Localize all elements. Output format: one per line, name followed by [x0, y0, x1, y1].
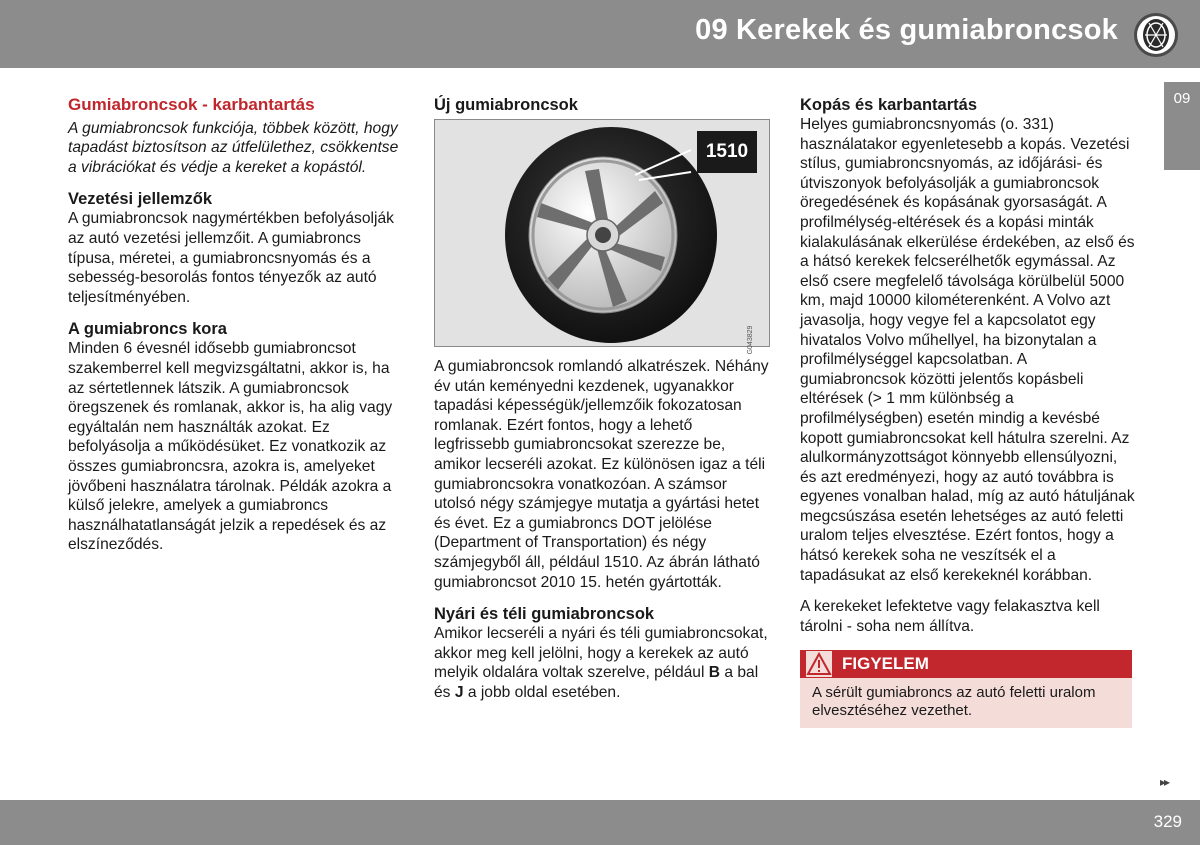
storage-text: A kerekeket lefektetve vagy felakasztva kell tárolni - soha nem állítva.	[800, 598, 1100, 635]
column-3	[800, 95, 1136, 728]
driving-characteristics-heading: Vezetési jellemzők	[68, 190, 212, 209]
page-header	[0, 0, 1200, 68]
column-2	[434, 95, 770, 703]
page-footer	[0, 800, 1200, 845]
warning-box	[800, 650, 1132, 728]
driving-characteristics-text: A gumiabroncsok nagymértékben befolyásolják az autó vezetési jellemzőit. A gumiabroncs típusa, méretei, a gumiabroncsnyomás és a sebesség-besorolás fontos tényezők az autó teljesítményében.	[68, 210, 394, 306]
warning-text: A sérült gumiabroncs az autó feletti uralom elvesztéséhez vezethet.	[812, 684, 1096, 720]
wear-maintenance-heading: Kopás és karbantartás	[800, 96, 977, 114]
tire-icon	[1133, 12, 1179, 58]
figure-code: G043829	[747, 326, 755, 355]
tire-age-text: Minden 6 évesnél idősebb gumiabroncsot szakemberrel kell megvizsgáltatni, akkor is, ha az sértetlennek látszik. A gumiabroncsok öregszenek és romlanak, akkor is, ha alig vagy egyáltalán nem használták azokat. Ez befolyásolja a működésüket. Ez vonatkozik az összes gumiabroncsra, azokra is, amelyeket jövőbeni használatra tárolnak. Példák azokra a külső jelekre, amelyek a gumiabroncs használhatatlanságát jelzik a repedések és az elszíneződés.	[68, 340, 393, 554]
intro-text: A gumiabroncsok funkciója, többek között, hogy tapadást biztosítson az útfelülethez, csökkentse a vibrációkat és védje a kereket a kopástól.	[68, 119, 399, 176]
summer-winter-text: Amikor lecseréli a nyári és téli gumiabroncsokat, akkor meg kell jelölni, hogy a kerekek az autó melyik oldalára voltak szerelve, például B a bal és J a jobb oldal esetében.	[434, 625, 768, 701]
warning-header	[800, 650, 1132, 678]
wear-maintenance-text: Helyes gumiabroncsnyomás (o. 331) használatakor egyenletesebb a kopás. Vezetési stílus, gumiabroncsnyomás, az időjárási- és útviszonyok befolyásolják a gumiabroncsok öregedésének és kopásának gyorsaságát. A profilmélység-eltérések és a kopási minták kialakulásának elkerülése érdekében, az első és a hátsó kerekek felcserélhetők egymással. Az első csere megfelelő távolsága körülbelül 5000 km, majd 10000 kilométerenként. A Volvo azt javasolja, hogy vegye fel a kapcsolatot egy hivatalos Volvo műhellyel, ha bizonytalan a profilmélységgel kapcsolatban. A gumiabroncsok közötti jelentős kopásbeli eltérések (> 1 mm különbség a profilmélységben) esetén mindig a kevésbé kopott gumiabroncsokat kell hátulra szerelni. Az alulkormányzottságot könnyebb ellensúlyozni, és azt eredményezi, hogy az autó továbbra is egyenes vonalban halad, míg az autó hátuljának megcsúszása esetén lehetséges az autó feletti uralom teljes elvesztése. Ezért fontos, hogy a hátsó kerekek soha ne veszítsék el a tapadásukat az első kerekeknél korábban.	[800, 116, 1135, 584]
dot-code-label: 1510	[697, 131, 757, 173]
new-tires-text: A gumiabroncsok romlandó alkatrészek. Néhány év után keményedni kezdenek, ugyanakkor tapadási képességük/jellemzőik fokozatosan romlanak. Ezért fontos, hogy a lehető legfrissebb gumiabroncsokat szerezze be, amikor lecseréli azokat. Ez különösen igaz a téli gumiabroncsokra vonatkozóan. A számsor utolsó négy számjegye mutatja a gyártási hetet és évet. Ez a gumiabroncs DOT jelölése (Department of Transportation) és négy számjegyből áll, például 1510. Az ábrán látható gumiabroncsot 2010 15. hetén gyártották.	[434, 358, 769, 591]
section-title: Gumiabroncsok - karbantartás	[68, 95, 315, 114]
page-number: 329	[1153, 812, 1182, 831]
chapter-tab-label: 09	[1173, 90, 1191, 107]
warning-label: FIGYELEM	[842, 654, 929, 674]
column-1	[68, 95, 404, 555]
chapter-tab[interactable]	[1164, 82, 1200, 170]
warning-triangle-icon	[806, 651, 832, 677]
tire-dot-figure	[434, 119, 770, 355]
tire-age-heading: A gumiabroncs kora	[68, 320, 227, 339]
double-chevron-right-icon[interactable]: ▸▸	[1160, 775, 1169, 789]
new-tires-heading: Új gumiabroncsok	[434, 96, 578, 114]
summer-winter-heading: Nyári és téli gumiabroncsok	[434, 605, 655, 624]
chapter-title: 09 Kerekek és gumiabroncsok	[695, 14, 1118, 46]
